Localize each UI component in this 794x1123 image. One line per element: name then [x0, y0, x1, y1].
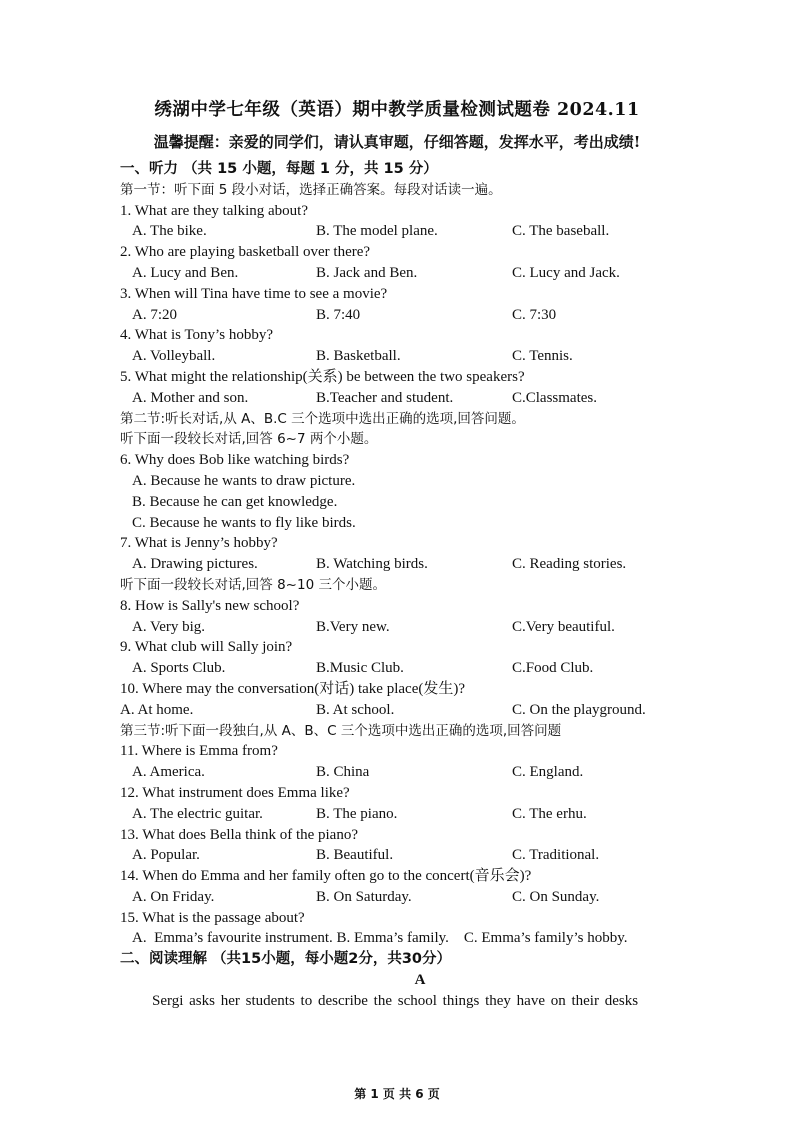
- option-a[interactable]: A. Because he wants to draw picture.: [132, 472, 356, 489]
- question-6: 6. Why does Bob like watching birds?: [120, 452, 350, 469]
- question-12: 12. What instrument does Emma like?: [120, 784, 350, 801]
- question-3: 3. When will Tina have time to see a movie?: [120, 285, 388, 302]
- option-b[interactable]: B. 7:40: [316, 306, 361, 323]
- options-9: [120, 658, 720, 679]
- option-c[interactable]: C. Traditional.: [512, 847, 600, 864]
- option-b[interactable]: B. Beautiful.: [316, 847, 394, 864]
- option-a[interactable]: A. The electric guitar.: [132, 805, 263, 822]
- section1-instruction: 第一节：听下面 5 段小对话，选择正确答案。每段对话读一遍。: [120, 181, 502, 198]
- question-13: 13. What does Bella think of the piano?: [120, 826, 359, 843]
- section2-dialogue1-instruction: 听下面一段较长对话,回答 6~7 两个小题。: [120, 431, 378, 448]
- option-b[interactable]: B. Jack and Ben.: [316, 264, 418, 281]
- option-c[interactable]: C. The baseball.: [512, 223, 610, 240]
- options-8: [120, 617, 720, 638]
- option-c[interactable]: C. On Sunday.: [512, 888, 600, 905]
- passage-first-line: Sergi asks her students to describe the school things they have on their desks: [152, 992, 639, 1009]
- section2-instruction: 第二节:听长对话,从 A、B.C 三个选项中选出正确的选项,回答问题。: [120, 410, 525, 427]
- option-c[interactable]: C. Lucy and Jack.: [512, 264, 620, 281]
- question-14: 14. When do Emma and her family often go to the concert(音乐会)?: [120, 868, 532, 885]
- option-a[interactable]: A. America.: [132, 764, 205, 781]
- option-c[interactable]: C. Reading stories.: [512, 556, 627, 573]
- section2-dialogue2-instruction: 听下面一段较长对话,回答 8~10 三个小题。: [120, 576, 386, 593]
- option-c[interactable]: C. On the playground.: [512, 701, 646, 718]
- options-2: [120, 263, 720, 284]
- option-b[interactable]: B.Very new.: [316, 618, 390, 635]
- option-a[interactable]: A. Lucy and Ben.: [132, 264, 239, 281]
- question-7: 7. What is Jenny’s hobby?: [120, 535, 278, 552]
- option-b[interactable]: B. The piano.: [316, 805, 398, 822]
- question-5: 5. What might the relationship(关系) be between the two speakers?: [120, 368, 525, 385]
- question-10: 10. Where may the conversation(对话) take place(发生)?: [120, 680, 466, 697]
- option-c[interactable]: C. 7:30: [512, 306, 557, 323]
- option-a[interactable]: A. Volleyball.: [132, 348, 216, 365]
- page-number: 第 1 页 共 6 页: [354, 1087, 440, 1101]
- option-a[interactable]: A. Very big.: [132, 618, 206, 635]
- part1-heading: 一、听力 （共 15 小题，每题 1 分，共 15 分）: [120, 161, 438, 177]
- section3-instruction: 第三节:听下面一段独白,从 A、B、C 三个选项中选出正确的选项,回答问题: [120, 722, 562, 739]
- question-9: 9. What club will Sally join?: [120, 639, 293, 656]
- options-12: [120, 804, 720, 825]
- options-3: [120, 305, 720, 326]
- options-15[interactable]: A. Emma’s favourite instrument. B. Emma’s family. C. Emma’s family’s hobby.: [132, 930, 628, 947]
- options-10: [120, 700, 720, 721]
- option-b[interactable]: B. On Saturday.: [316, 888, 412, 905]
- option-b[interactable]: B.Teacher and student.: [316, 389, 454, 406]
- question-4: 4. What is Tony’s hobby?: [120, 327, 273, 344]
- option-b[interactable]: B. China: [316, 764, 370, 781]
- option-c[interactable]: C. Because he wants to fly like birds.: [132, 514, 356, 531]
- options-14: [120, 887, 720, 908]
- option-c[interactable]: C. The erhu.: [512, 805, 587, 822]
- passage-letter: A: [414, 972, 426, 989]
- option-c[interactable]: C. England.: [512, 764, 584, 781]
- part2-heading: 二、阅读理解 （共15小题，每小题2分，共30分）: [120, 951, 451, 968]
- option-b[interactable]: B. At school.: [316, 701, 395, 718]
- option-b[interactable]: B. Because he can get knowledge.: [132, 493, 338, 510]
- question-11: 11. Where is Emma from?: [120, 743, 278, 760]
- exam-content: [120, 159, 720, 1012]
- option-b[interactable]: B. Watching birds.: [316, 556, 428, 573]
- option-c[interactable]: C.Very beautiful.: [512, 618, 615, 635]
- option-b[interactable]: B.Music Club.: [316, 660, 404, 677]
- question-8: 8. How is Sally's new school?: [120, 597, 300, 614]
- exam-title: 绣湖中学七年级（英语）期中教学质量检测试题卷 2024.11: [154, 100, 640, 120]
- option-b[interactable]: B. The model plane.: [316, 223, 438, 240]
- option-c[interactable]: C. Tennis.: [512, 348, 573, 365]
- question-1: 1. What are they talking about?: [120, 202, 308, 219]
- option-a[interactable]: A. Popular.: [132, 847, 200, 864]
- option-b[interactable]: B. Basketball.: [316, 348, 401, 365]
- options-7: [120, 554, 720, 575]
- option-a[interactable]: A. 7:20: [132, 306, 177, 323]
- options-1: [120, 221, 720, 242]
- options-11: [120, 762, 720, 783]
- option-a[interactable]: A. Sports Club.: [132, 660, 226, 677]
- option-c[interactable]: C.Food Club.: [512, 660, 594, 677]
- option-a[interactable]: A. At home.: [120, 701, 194, 718]
- question-15: 15. What is the passage about?: [120, 909, 305, 926]
- question-2: 2. Who are playing basketball over there?: [120, 244, 371, 261]
- options-5: [120, 388, 720, 409]
- option-a[interactable]: A. Mother and son.: [132, 389, 249, 406]
- option-a[interactable]: A. The bike.: [132, 223, 207, 240]
- exam-notice: 温馨提醒：亲爱的同学们，请认真审题，仔细答题，发挥水平，考出成绩!: [153, 133, 641, 151]
- options-13: [120, 845, 720, 866]
- options-4: [120, 346, 720, 367]
- option-a[interactable]: A. Drawing pictures.: [132, 556, 258, 573]
- option-c[interactable]: C.Classmates.: [512, 389, 597, 406]
- option-a[interactable]: A. On Friday.: [132, 888, 215, 905]
